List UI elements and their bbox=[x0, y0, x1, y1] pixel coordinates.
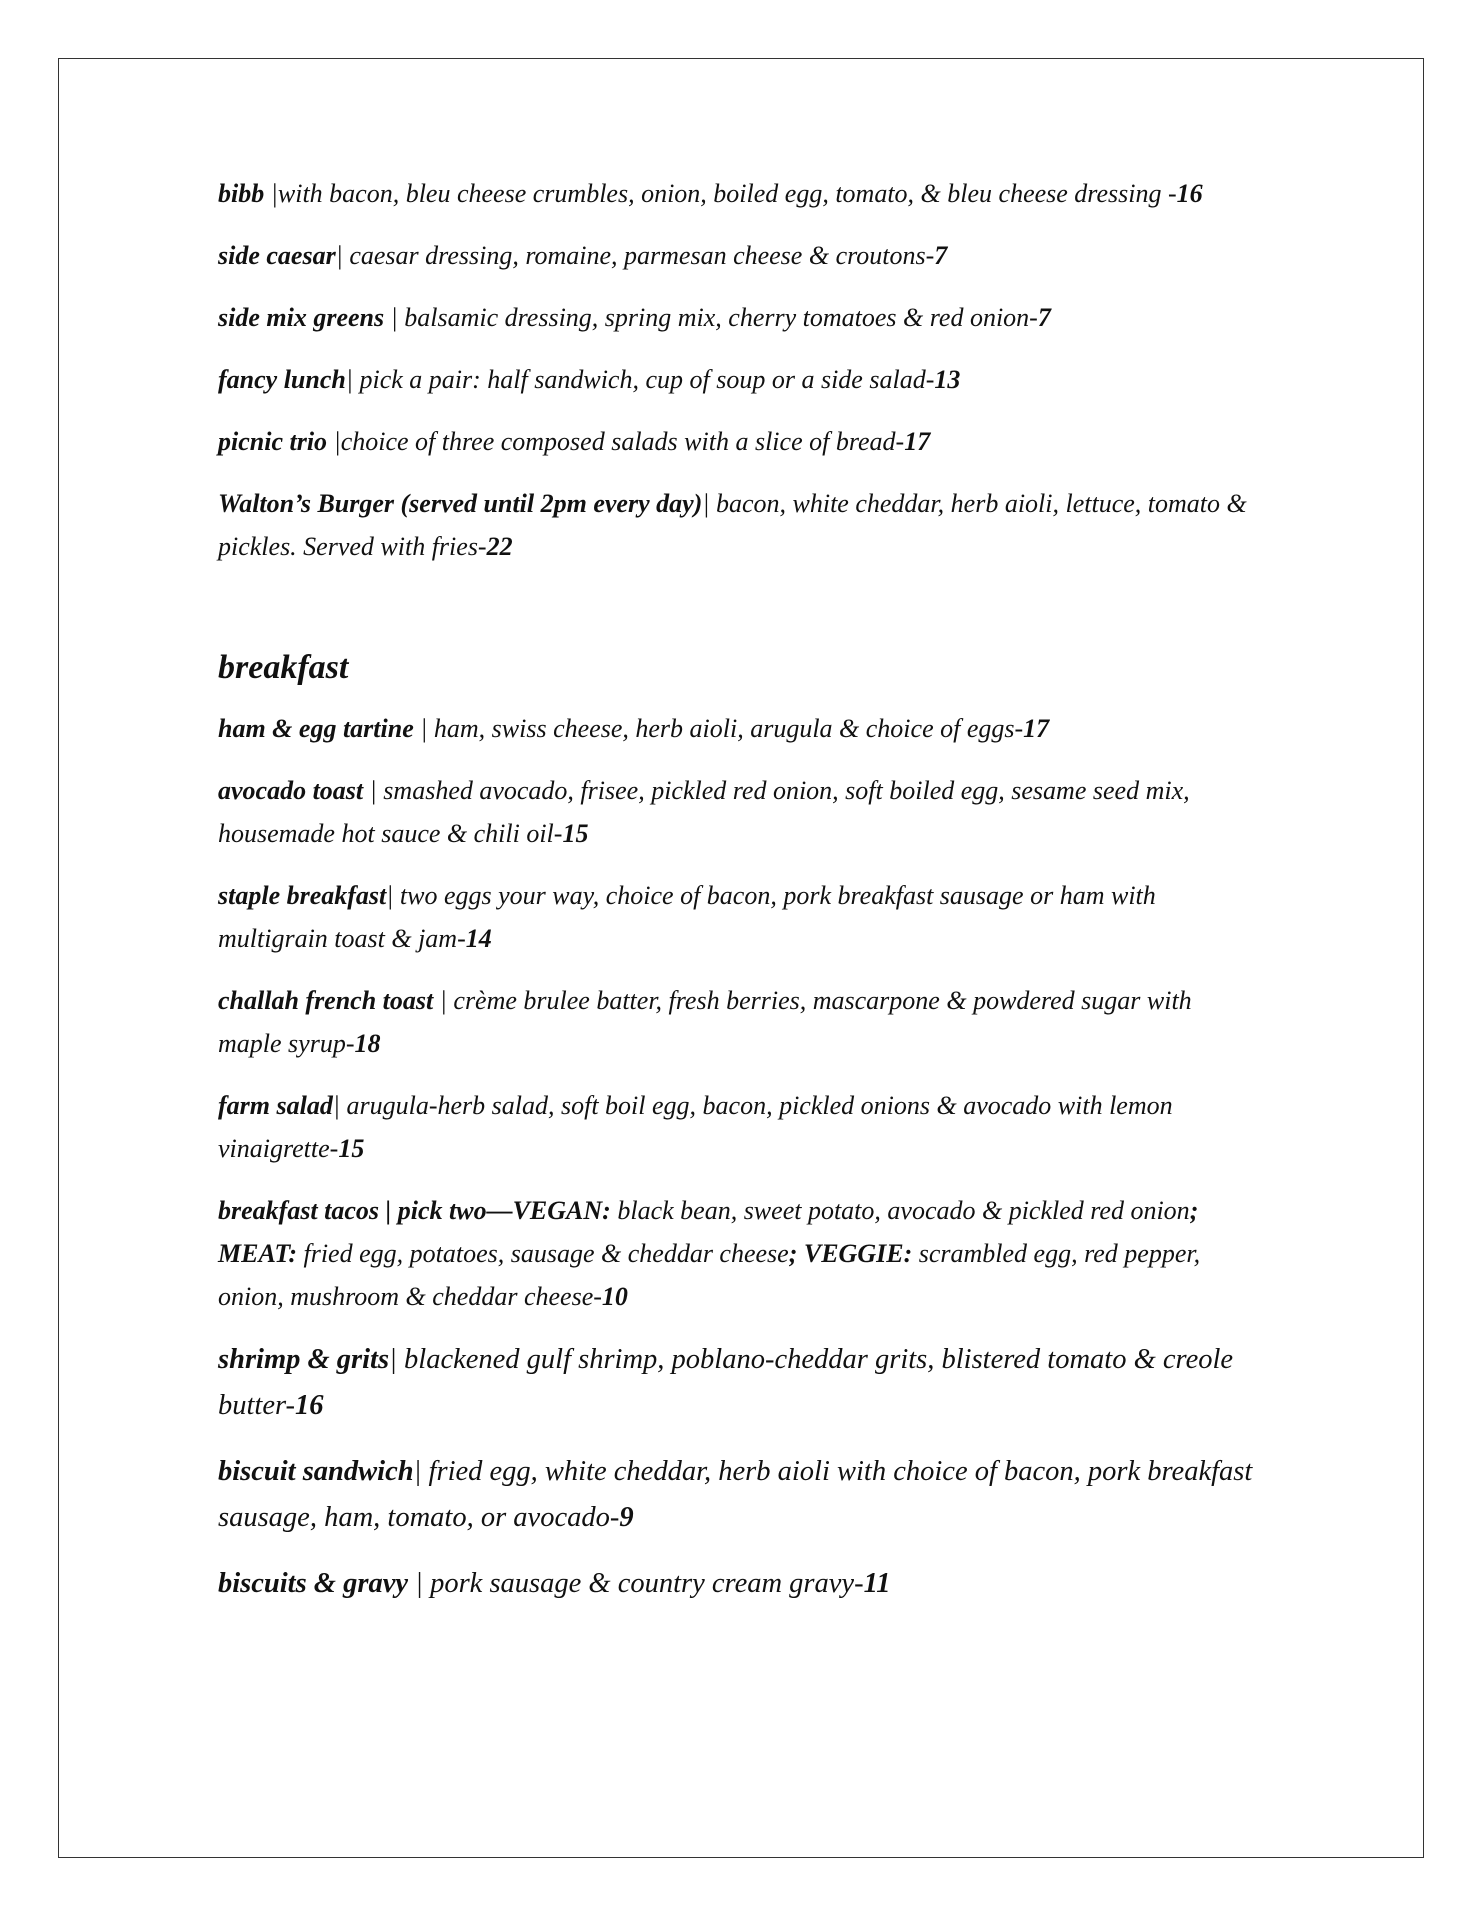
item-price: 16 bbox=[295, 1390, 324, 1421]
menu-item-biscuit-sandwich bbox=[218, 1449, 1258, 1541]
item-name: challah french toast bbox=[218, 986, 440, 1015]
item-name: ham & egg tartine bbox=[218, 714, 421, 743]
menu-content bbox=[218, 172, 1258, 1627]
item-price: 16 bbox=[1176, 179, 1203, 208]
item-description: | caesar dressing, romaine, parmesan cheese & croutons- bbox=[335, 241, 935, 270]
item-name: biscuits & gravy bbox=[218, 1568, 416, 1599]
menu-item-farm-salad bbox=[218, 1084, 1258, 1170]
menu-item-shrimp-grits bbox=[218, 1337, 1258, 1429]
item-description: | fried egg, white cheddar, herb aioli with choice of bacon, pork breakfast sausage, ham, tomato, or avocado- bbox=[218, 1456, 1253, 1533]
menu-item-biscuits-gravy bbox=[218, 1561, 1258, 1607]
item-price: 7 bbox=[934, 241, 948, 270]
tacos-meat-label: ; MEAT: bbox=[218, 1196, 1199, 1268]
item-name: farm salad bbox=[218, 1091, 333, 1120]
menu-item-avocado-toast bbox=[218, 769, 1258, 855]
item-description: |choice of three composed salads with a slice of bread- bbox=[333, 427, 905, 456]
menu-item-side-mix-greens bbox=[218, 296, 1258, 339]
menu-item-challah-french-toast bbox=[218, 979, 1258, 1065]
item-description: |with bacon, bleu cheese crumbles, onion, boiled egg, tomato, & bleu cheese dressing - bbox=[270, 179, 1177, 208]
item-description: | two eggs your way, choice of bacon, pork breakfast sausage or ham with multigrain toast & jam- bbox=[218, 881, 1156, 953]
menu-item-picnic-trio bbox=[218, 420, 1258, 463]
item-name: avocado toast bbox=[218, 776, 370, 805]
item-description: | smashed avocado, frisee, pickled red onion, soft boiled egg, sesame seed mix, housemade hot sauce & chili oil- bbox=[218, 776, 1190, 848]
item-description: | blackened gulf shrimp, poblano-cheddar grits, blistered tomato & creole butter- bbox=[218, 1344, 1234, 1421]
item-price: 22 bbox=[486, 532, 513, 561]
item-description: | pork sausage & country cream gravy- bbox=[415, 1568, 864, 1599]
menu-item-staple-breakfast bbox=[218, 874, 1258, 960]
item-description: | crème brulee batter, fresh berries, mascarpone & powdered sugar with maple syrup- bbox=[218, 986, 1192, 1058]
tacos-vegan-description: black bean, sweet potato, avocado & pickled red onion bbox=[610, 1196, 1190, 1225]
tacos-veggie-description: scrambled egg, red pepper, onion, mushroom & cheddar cheese- bbox=[218, 1239, 1201, 1311]
item-price: 15 bbox=[562, 819, 589, 848]
item-price: 9 bbox=[619, 1502, 634, 1533]
item-description: | arugula-herb salad, soft boil egg, bacon, pickled onions & avocado with lemon vinaigrette- bbox=[218, 1091, 1173, 1163]
item-price: 11 bbox=[863, 1568, 891, 1599]
item-price: 17 bbox=[904, 427, 931, 456]
item-name: shrimp & grits bbox=[218, 1344, 390, 1375]
item-name: side caesar bbox=[218, 241, 336, 270]
menu-item-waltons-burger bbox=[218, 482, 1258, 568]
item-description: | bacon, white cheddar, herb aioli, lettuce, tomato & pickles. Served with fries- bbox=[218, 489, 1247, 561]
tacos-meat-description: fried egg, potatoes, sausage & cheddar cheese bbox=[296, 1239, 789, 1268]
section-title-breakfast: breakfast bbox=[218, 649, 349, 686]
menu-item-side-caesar bbox=[218, 234, 1258, 277]
item-price: 14 bbox=[465, 924, 492, 953]
menu-item-fancy-lunch bbox=[218, 358, 1258, 401]
item-price: 7 bbox=[1037, 303, 1051, 332]
item-name: bibb bbox=[218, 179, 271, 208]
item-name: staple breakfast bbox=[218, 881, 387, 910]
item-description: | ham, swiss cheese, herb aioli, arugula & choice of eggs- bbox=[420, 714, 1024, 743]
menu-item-breakfast-tacos bbox=[218, 1189, 1258, 1318]
item-name: breakfast tacos | pick two—VEGAN: bbox=[218, 1196, 611, 1225]
item-name: Walton’s Burger (served until 2pm every day) bbox=[218, 489, 703, 518]
item-price: 18 bbox=[354, 1029, 381, 1058]
item-price: 17 bbox=[1023, 714, 1050, 743]
menu-item-bibb bbox=[218, 172, 1258, 215]
menu-item-ham-egg-tartine bbox=[218, 707, 1258, 750]
item-name: side mix greens bbox=[218, 303, 391, 332]
item-price: 15 bbox=[338, 1134, 365, 1163]
item-description: | balsamic dressing, spring mix, cherry tomatoes & red onion- bbox=[390, 303, 1038, 332]
tacos-veggie-label: ; VEGGIE: bbox=[788, 1239, 913, 1268]
item-price: 13 bbox=[934, 365, 961, 394]
item-price: 10 bbox=[601, 1282, 628, 1311]
item-description: | pick a pair: half sandwich, cup of soup or a side salad- bbox=[345, 365, 935, 394]
item-name: picnic trio bbox=[218, 427, 334, 456]
item-name: biscuit sandwich bbox=[218, 1456, 414, 1487]
item-name: fancy lunch bbox=[218, 365, 346, 394]
